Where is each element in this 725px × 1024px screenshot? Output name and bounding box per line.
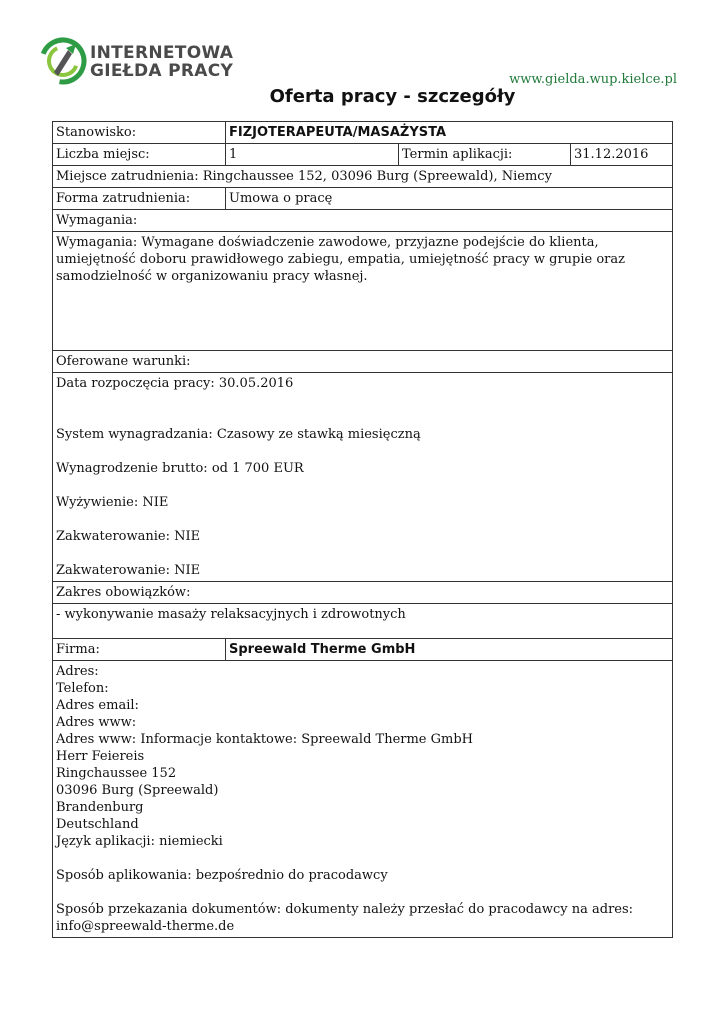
conditions-label-row bbox=[53, 351, 673, 373]
job-exchange-logo-icon bbox=[38, 36, 88, 86]
conditions-label: Oferowane warunki: bbox=[53, 351, 673, 373]
requirements-label: Wymagania: bbox=[53, 210, 673, 232]
requirements-text: Wymagania: Wymagane doświadczenie zawodowe, przyjazne podejście do klienta, umiejętność doboru prawidłowego zabiegu, empatia, umiejętność pracy w grupie oraz samodzielność w organizowaniu pracy własnej. bbox=[53, 232, 673, 351]
logo-line-1: INTERNETOWA bbox=[90, 43, 234, 63]
location-row bbox=[53, 166, 673, 188]
position-label: Stanowisko: bbox=[53, 122, 226, 144]
company-label: Firma: bbox=[53, 639, 226, 661]
location-text: Miejsce zatrudnienia: Ringchaussee 152, 03096 Burg (Spreewald), Niemcy bbox=[53, 166, 673, 188]
conditions-text-row bbox=[53, 373, 673, 582]
deadline-label: Termin aplikacji: bbox=[399, 144, 571, 166]
contact-row bbox=[53, 661, 673, 938]
duties-text-row bbox=[53, 604, 673, 639]
employment-form-value: Umowa o pracę bbox=[226, 188, 673, 210]
deadline-value: 31.12.2016 bbox=[571, 144, 673, 166]
company-value: Spreewald Therme GmbH bbox=[226, 639, 673, 661]
page-title: Oferta pracy - szczegóły bbox=[269, 86, 516, 107]
requirements-label-row bbox=[53, 210, 673, 232]
duties-label-row bbox=[53, 582, 673, 604]
duties-text: - wykonywanie masaży relaksacyjnych i zdrowotnych bbox=[53, 604, 673, 639]
logo-line-2: GIEŁDA PRACY bbox=[90, 61, 234, 81]
logo bbox=[38, 36, 234, 88]
places-label: Liczba miejsc: bbox=[53, 144, 226, 166]
requirements-text-row bbox=[53, 232, 673, 351]
company-row bbox=[53, 639, 673, 661]
position-row bbox=[53, 122, 673, 144]
places-row bbox=[53, 144, 673, 166]
conditions-text: Data rozpoczęcia pracy: 30.05.2016 System wynagradzania: Czasowy ze stawką miesięczną Wynagrodzenie brutto: od 1 700 EUR Wyżywienie: NIE Zakwaterowanie: NIE Zakwaterowanie: NIE bbox=[53, 373, 673, 582]
logo-text bbox=[90, 44, 233, 80]
site-url[interactable]: www.gielda.wup.kielce.pl bbox=[509, 72, 677, 87]
contact-text: Adres: Telefon: Adres email: Adres www: Adres www: Informacje kontaktowe: Spreewald Therme GmbH Herr Feiereis Ringchaussee 152 03096 Burg (Spreewald) Brandenburg Deutschland Język aplikacji: niemiecki Sposób aplikowania: bezpośrednio do pracodawcy Sposób przekazania dokumentów: dokumenty należy przesłać do pracodawcy na adres: info@spreewald-therme.de bbox=[53, 661, 673, 938]
employment-form-label: Forma zatrudnienia: bbox=[53, 188, 226, 210]
duties-label: Zakres obowiązków: bbox=[53, 582, 673, 604]
employment-form-row bbox=[53, 188, 673, 210]
position-value: FIZJOTERAPEUTA/MASAŻYSTA bbox=[226, 122, 673, 144]
offer-table bbox=[52, 121, 673, 938]
places-value: 1 bbox=[226, 144, 399, 166]
